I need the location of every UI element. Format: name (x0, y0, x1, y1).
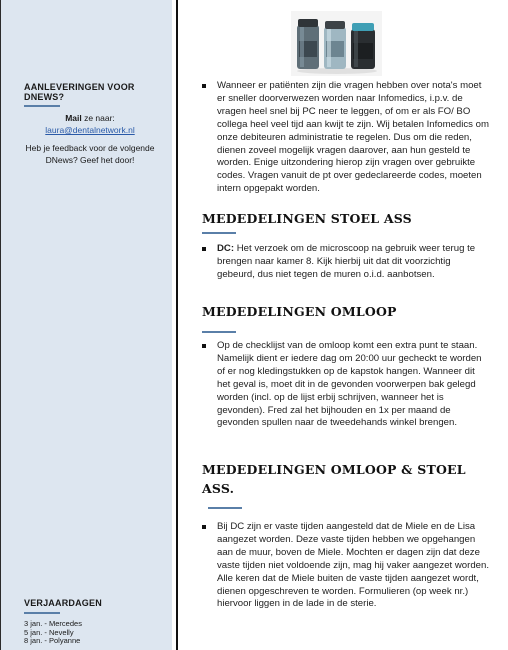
section-text (217, 243, 490, 282)
intro-bullet (202, 80, 490, 196)
section-bullet (202, 521, 490, 611)
bullet-icon (202, 525, 206, 529)
mail-suffix: ze naar: (81, 113, 115, 123)
birthday-item: 3 jan. - Mercedes (24, 619, 82, 628)
section-rule (202, 232, 236, 234)
bullet-icon (202, 344, 206, 348)
section-bullet (202, 243, 490, 282)
intro-text: Wanneer er patiënten zijn die vragen hebben over nota's moet er sneller doorverwezen worden naar Infomedics, i.p.v. de vragen heel snel bij PC neer te leggen, of om er als FO/ BO collega heel veel tijd aan kwijt te zijn. Wij betalen Infomedics om onze debiteuren administratie te regelen. Dus om die reden, dienen zoveel mogelijk vragen daarover, aan hun gesteld te worden. Enige uitzondering hierop zijn vragen over gebruikte codes. Vragen vanuit de pt over gedeclareerde codes, moeten intern opgepakt worden. (217, 80, 489, 195)
mail-label: Mail (65, 113, 82, 123)
mail-info (20, 112, 160, 136)
travel-mugs-photo (291, 11, 382, 76)
bullet-icon (202, 84, 206, 88)
section-body: Het verzoek om de microscoop na gebruik weer terug te brengen naar kamer 8. Kijk hierbij uit dat dit voorzichtig gebeurd, dus niet tegen de muren o.i.d. aanbotsen. (217, 243, 476, 280)
section-title: MEDEDELINGEN OMLOOP (202, 304, 397, 319)
bullet-icon (202, 247, 206, 251)
section-rule (202, 331, 236, 333)
section-body: Bij DC zijn er vaste tijden aangesteld dat de Miele en de Lisa aangezet worden. Deze vaste tijden hebben we opgehangen aan de muur, boven de Miele. Mochten er dagen zijn dat deze vaste tijden niet voldoende zijn, mag hij vaker aangezet worden. Alle keren dat de Miele buiten de vaste tijden aangezet wordt, dienen opgeschreven te worden. Formulieren (op week nr.) hiervoor liggen in de lade in de sterie. (217, 521, 489, 610)
birthdays-heading-rule (24, 612, 60, 614)
submissions-heading-rule (24, 105, 60, 107)
birthday-item: 8 jan. - Polyanne (24, 636, 81, 645)
section-lead: DC: (217, 243, 235, 254)
section-title: MEDEDELINGEN OMLOOP & STOEL ASS. (202, 462, 466, 496)
section-body: Op de checklijst van de omloop komt een extra punt te staan. Namelijk dient er iedere dag om 20:00 uur gecheckt te worden of er nog kledingstukken op de kapstok hangen. Wanneer dit het geval is, moet dit in de gevonden voorwerpen bak gelegd worden (incl. op de lijst erbij schrijven, wanneer het is gevonden). Fred zal het bijhouden en 1x per maand de gevonden spullen naar de tweedehands winkel brengen. (217, 340, 482, 429)
feedback-text: Heb je feedback voor de volgende DNews? Geef het door! (25, 143, 155, 165)
section-title: MEDEDELINGEN STOEL ASS (202, 211, 412, 226)
mail-link[interactable]: laura@dentalnetwork.nl (45, 125, 135, 135)
birthday-item: 5 jan. - Nevelly (24, 627, 74, 637)
birthdays-heading: VERJAARDAGEN (24, 598, 102, 608)
section-rule (208, 507, 242, 509)
birthday-list (24, 620, 82, 646)
column-divider (176, 0, 178, 650)
section-bullet (202, 340, 490, 430)
submissions-heading: AANLEVERINGEN VOOR DNEWS? (24, 82, 135, 102)
